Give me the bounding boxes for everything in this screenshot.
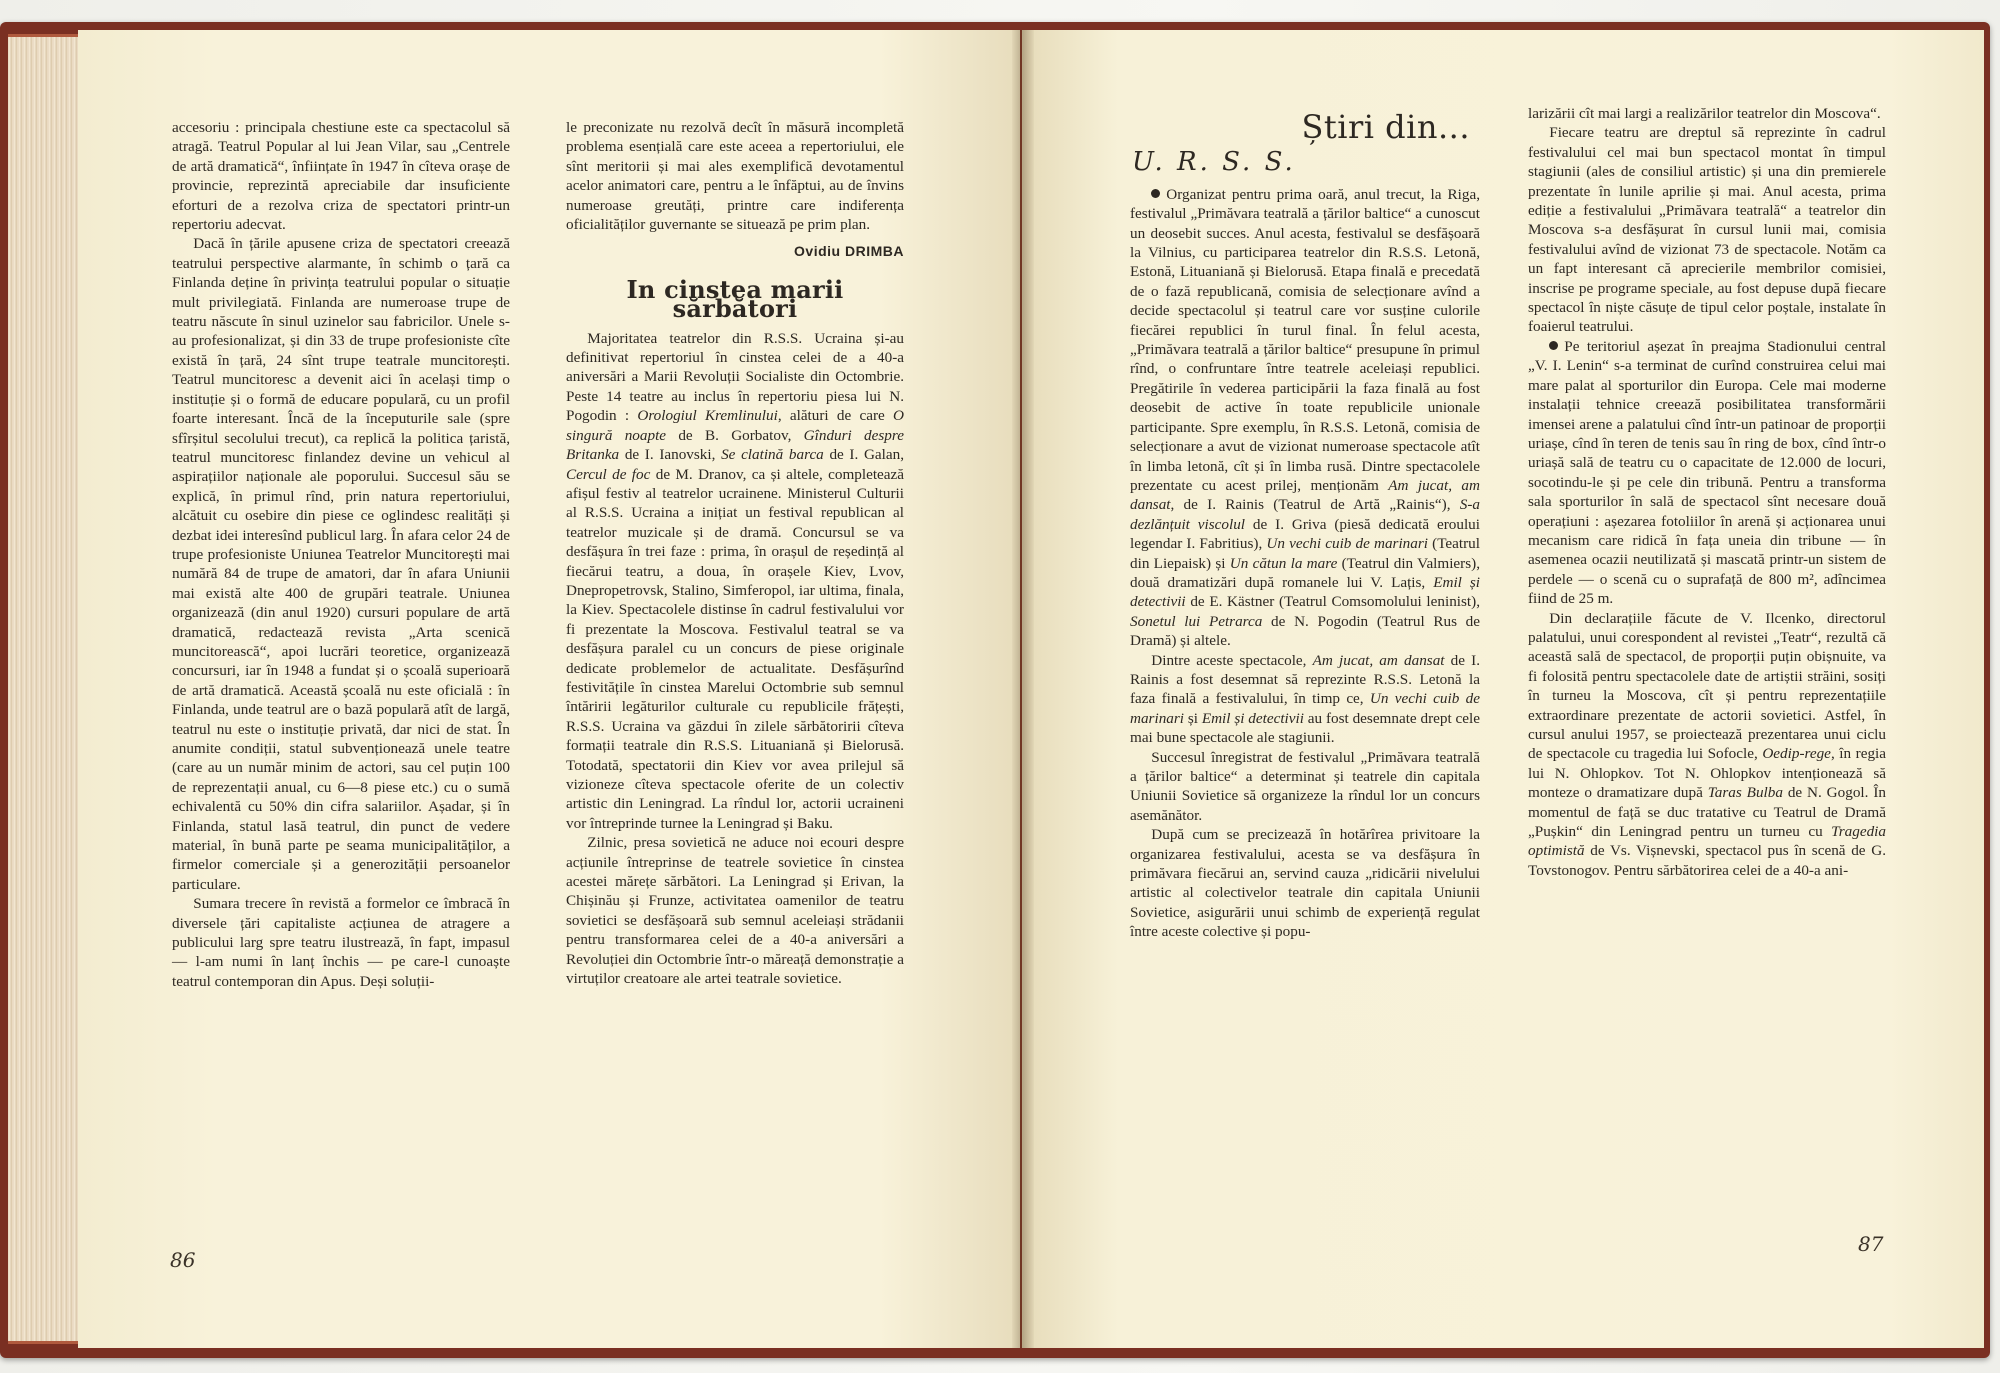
news-body-1 (1130, 185, 1480, 942)
left-page-column-2 (566, 118, 904, 988)
paragraph: Pe teritoriul așezat în preajma Stadionului central „V. I. Lenin“ s-a terminat de curînd construirea celui mai mare palat al sporturilor din Europa. Cele mai moderne instalații tehnice creează posibilitatea transformării imensei arene a palatului cînd într-un patinoar de proporții uriașe, cînd în teren de tenis sau în ring de box, cînd într-o uriașă sală de teatru cu o capacitate de 12.000 de locuri, socotindu-le și pe cele din tribună. Pentru a transforma sala sporturilor în sală de spectacol sînt necesare două operațiuni : așezarea fotoliilor în arenă și acționarea unui mecanism care ridică în fața uneia din tribune — în asemenea ocazii neutilizată și mascată printr-un sistem de perdele — o scenă cu o suprafață de 800 m², adîncimea fiind de 25 m. (1528, 337, 1886, 608)
bullet-icon (1549, 341, 1558, 350)
paragraph: După cum se precizează în hotărîrea privitoare la organizarea festivalului, acesta se va desfășura în primăvara fiecărui an, servind cauza „ridicării nivelului artistic al colectivelor teatrale din capitala Uniunii Sovietice, asigurării unui schimb de experiență regulat între aceste colective și popu- (1130, 826, 1480, 941)
author-signature: Ovidiu DRIMBA (794, 243, 904, 260)
bullet-icon (1151, 189, 1160, 198)
paragraph: accesoriu : principala chestiune este ca spectacolul să atragă. Teatrul Popular al lui Jean Vilar, sau „Centrele de artă dramatică“, înființate în 1947 în cîteva orașe de provincie, reprezintă apreciabile dar insuficiente eforturi de a rezolva criza de spectatori printr-un repertoriu adecvat. (172, 119, 510, 234)
page-edges (8, 34, 82, 1344)
right-page-column-2 (1528, 104, 1886, 880)
left-page-column-1 (172, 118, 510, 991)
paragraph: Sumara trecere în revistă a formelor ce îmbracă în diversele țări capitaliste acțiunea de atragere a publicului larg spre teatru ilustrează, în fapt, impasul — l-am numi în lanț închis — pe care-l cunoaște teatrul contemporan din Apus. Deși soluții- (172, 895, 510, 990)
paragraph: Zilnic, presa sovietică ne aduce noi ecouri despre acțiunile întreprinse de teatrele sovietice în cinstea acestei mărețe sărbători. La Leningrad și Erivan, la Chișinău și Frunze, activitatea oamenilor de teatru sovietici se desfășoară sub semnul aceleiași strădanii pentru transformarea celei de a 40-a aniversări a Revoluției din Octombrie într-o măreață demonstrație a virtuților creatoare ale artei teatrale sovietice. (566, 834, 904, 988)
paragraph: Organizat pentru prima oară, anul trecut, la Riga, festivalul „Primăvara teatrală a țărilor baltice“ a cunoscut un deosebit succes. Anul acesta, festivalul se desfășoară la Vilnius, cu participarea teatrelor din R.S.S. Letonă, Estonă, Lituaniană și Bielorusă. Etapa finală e precedată de o fază republicană, comisia de selecționare avînd a decide spectacolul și teatrul care vor susține culorile fiecărei republici în turul final. În felul acesta, „Primăvara teatrală a țărilor baltice“ presupune în primul rînd, o confruntare între teatrele aceleiași republici. Pregătirile în vederea participării la faza finală au fost deosebit de active în toate republicile unionale participante. Spre exemplu, în R.S.S. Letonă, comisia de selecționare a avut de vizionat numeroase spectacole atît în limba letonă, cît și în limba rusă. Dintre spectacolele prezentate cu acest prilej, menționăm Am jucat, am dansat, de I. Rainis (Teatrul de Artă „Rainis“), S-a dezlănțuit viscolul de I. Griva (piesă dedicată eroului legendar I. Fabritius), Un vechi cuib de marinari (Teatrul din Liepaisk) și Un cătun la mare (Teatrul din Valmiers), două dramatizări după romanele lui V. Lațis, Emil și detectivii de E. Kästner (Teatrul Comsomolului leninist), Sonetul lui Petrarca de N. Pogodin (Teatrul Rus de Dramă) și altele. (1130, 185, 1480, 650)
paragraph: Fiecare teatru are dreptul să reprezinte în cadrul festivalului cel mai bun spectacol montat în timpul stagiunii (ales de consiliul artistic) și una din premierele prezentate în lunile aprilie și mai. Anul acesta, prima ediție a festivalului „Primăvara teatrală“ a teatrelor din Moscova s-a desfășurat în cursul lunii mai, comisia festivalului avînd de vizionat 73 de spectacole. Notăm ca un fapt interesant că aprecierile membrilor comisiei, inscrise pe programe speciale, au fost depuse după fiecare spectacol în niște căsuțe de tipul celor poștale, instalate în foaierul teatrului. (1528, 124, 1886, 336)
article-body (566, 329, 904, 989)
paragraph: Dacă în țările apusene criza de spectatori creează teatrului perspective alarmante, în schimb o țară ca Finlanda deține în privința teatrului popular o situație mult privilegiată. Finlanda are numeroase trupe de teatru născute în sinul uzinelor sau fabricilor. Unele s-au profesionalizat, și din 33 de trupe profesioniste cîte există în țară, 24 sînt trupe teatrale muncitorești. Teatrul muncitoresc a devenit aici în același timp o instituție și o formă de educare populară, cu un profil foarte interesant. Încă de la începuturile sale (spre sfîrșitul secolului trecut), ca replică la politica țaristă, teatrul muncitoresc finlandez devine un vehicul al aspirațiilor naționale ale poporului. Succesul său se explică, în primul rînd, prin natura repertoriului, alcătuit cu osebire din piese ce oglindesc realități și dezbat idei interesînd publicul larg. În afara celor 24 de trupe profesioniste Uniunea Teatrelor Muncitorești mai numără 84 de trupe de amatori, dar în afara Uniunii mai există alte 400 de grupări teatrale. Uniunea organizează (din anul 1920) cursuri populare de artă dramatică, redactează revista „Arta scenică muncitorească“, apoi lucrări teoretice, organizează concursuri, iar în 1948 a fundat și o școală superioară de artă dramatică. Această școală nu este oficială : în Finlanda, unde teatrul are o bază populară atît de largă, teatrul nu este o instituție privată, dar nici de stat. În anumite condiții, statul subvenționează unele teatre (care au un număr minim de actori, sau cel puțin 100 de reprezentații anual, cu 6—8 piese etc.) cu o sumă echivalentă cu 50% din cifra salariilor. Așadar, și în Finlanda, statul lasă teatrul, din punct de vedere material, în bună parte pe seama municipalităților, a firmelor comerciale și a generozității persoanelor particulare. (172, 235, 510, 893)
page-number-right: 87 (1858, 1232, 1884, 1256)
section-rubric: Știri din... (1301, 108, 1470, 146)
paragraph: Succesul înregistrat de festivalul „Primăvara teatrală a țărilor baltice“ a determinat și teatrele din capitala Uniunii Sovietice să organizeze la rîndul lor un concurs asemănător. (1130, 748, 1480, 824)
paragraph: larizării cît mai largi a realizărilor teatrelor din Moscova“. (1528, 105, 1881, 122)
article-continuation: le preconizate nu rezolvă decît în măsură incompletă problema esențială care este aceea a repertoriului, ele sînt meritorii și mai ales exemplifică devotamentul acelor animatori care, pentru a le înfăptui, au de învins numeroase greutăți, printre care indiferența oficialităților guvernante se situează pe prim plan. (566, 119, 904, 234)
right-page-column-1 (1130, 90, 1480, 942)
paragraph: Din declarațiile făcute de V. Ilcenko, directorul palatului, unui corespondent al revistei „Teatr“, rezultă că această sală de spectacol, de proporții puțin obișnuite, va fi folosită pentru spectacolele date de artiștii străini, sosiți în turneu la Moscova, cît și pentru reprezentațiile extraordinare prezentate de actorii sovietici. Astfel, în cursul anului 1957, se proiectează prezentarea unui ciclu de spectacole cu tragedia lui Sofocle, Oedip-rege, în regia lui N. Ohlopkov. Tot N. Ohlopkov intenționează să monteze o dramatizare după Taras Bulba de N. Gogol. În momentul de față se duc tratative cu Teatrul de Dramă „Pușkin“ din Leningrad pentru un turneu cu Tragedia optimistă de Vs. Vișnevski, spectacol pus în scenă de G. Tovstonogov. Pentru sărbătorirea celei de a 40-a ani- (1528, 609, 1886, 879)
book-gutter (1012, 30, 1034, 1348)
country-heading: U. R. S. S. (1132, 147, 1296, 178)
paragraph: Dintre aceste spectacole, Am jucat, am dansat de I. Rainis a fost desemnat să reprezinte R.S.S. Letonă la faza finală a festivalului, în timp ce, Un vechi cuib de marinari și Emil și detectivii au fost desemnate drept cele mai bune spectacole ale stagiunii. (1130, 651, 1480, 747)
paragraph: Majoritatea teatrelor din R.S.S. Ucraina și-au definitivat repertoriul în cinstea celei de a 40-a aniversări a Marii Revoluții Socialiste din Octombrie. Peste 14 teatre au inclus în repertoriu piesa lui N. Pogodin : Orologiul Kremlinului, alături de care O singură noapte de B. Gorbatov, Gînduri despre Britanka de I. Ianovski, Se clatină barca de I. Galan, Cercul de foc de M. Dranov, ca și altele, completează afișul festiv al teatrelor ucrainene. Ministerul Culturii al R.S.S. Ucraina a inițiat un festival republican al teatrelor muzicale și de dramă. Concursul se va desfășura în trei faze : prima, în orașul de reședință al fiecărui teatru, a doua, în orașele Kiev, Lvov, Dnepropetrovsk, Stalino, Simferopol, iar ultima, finala, la Kiev. Spectacolele distinse în cadrul festivalului vor fi prezentate la Moscova. Festivalul teatral se va desfășura paralel cu un concurs de piese originale dedicate problemelor de actualitate. Desfășurînd festivitățile în cinstea Marelui Octombrie sub semnul întăririi legăturilor culturale cu republicile frățești, R.S.S. Ucraina va găzdui în zilele sărbătoririi cîteva formații teatrale din R.S.S. Lituaniană și Bielorusă. Totodată, spectatorii din Kiev vor avea prilejul să vizioneze cîteva spectacole oferite de un colectiv artistic din Leningrad. La rîndul lor, actorii ucraineni vor întreprinde turnee la Leningrad și Baku. (566, 329, 904, 832)
page-number-left: 86 (170, 1248, 196, 1272)
article-heading: In cinstea marii sărbători (626, 274, 844, 324)
